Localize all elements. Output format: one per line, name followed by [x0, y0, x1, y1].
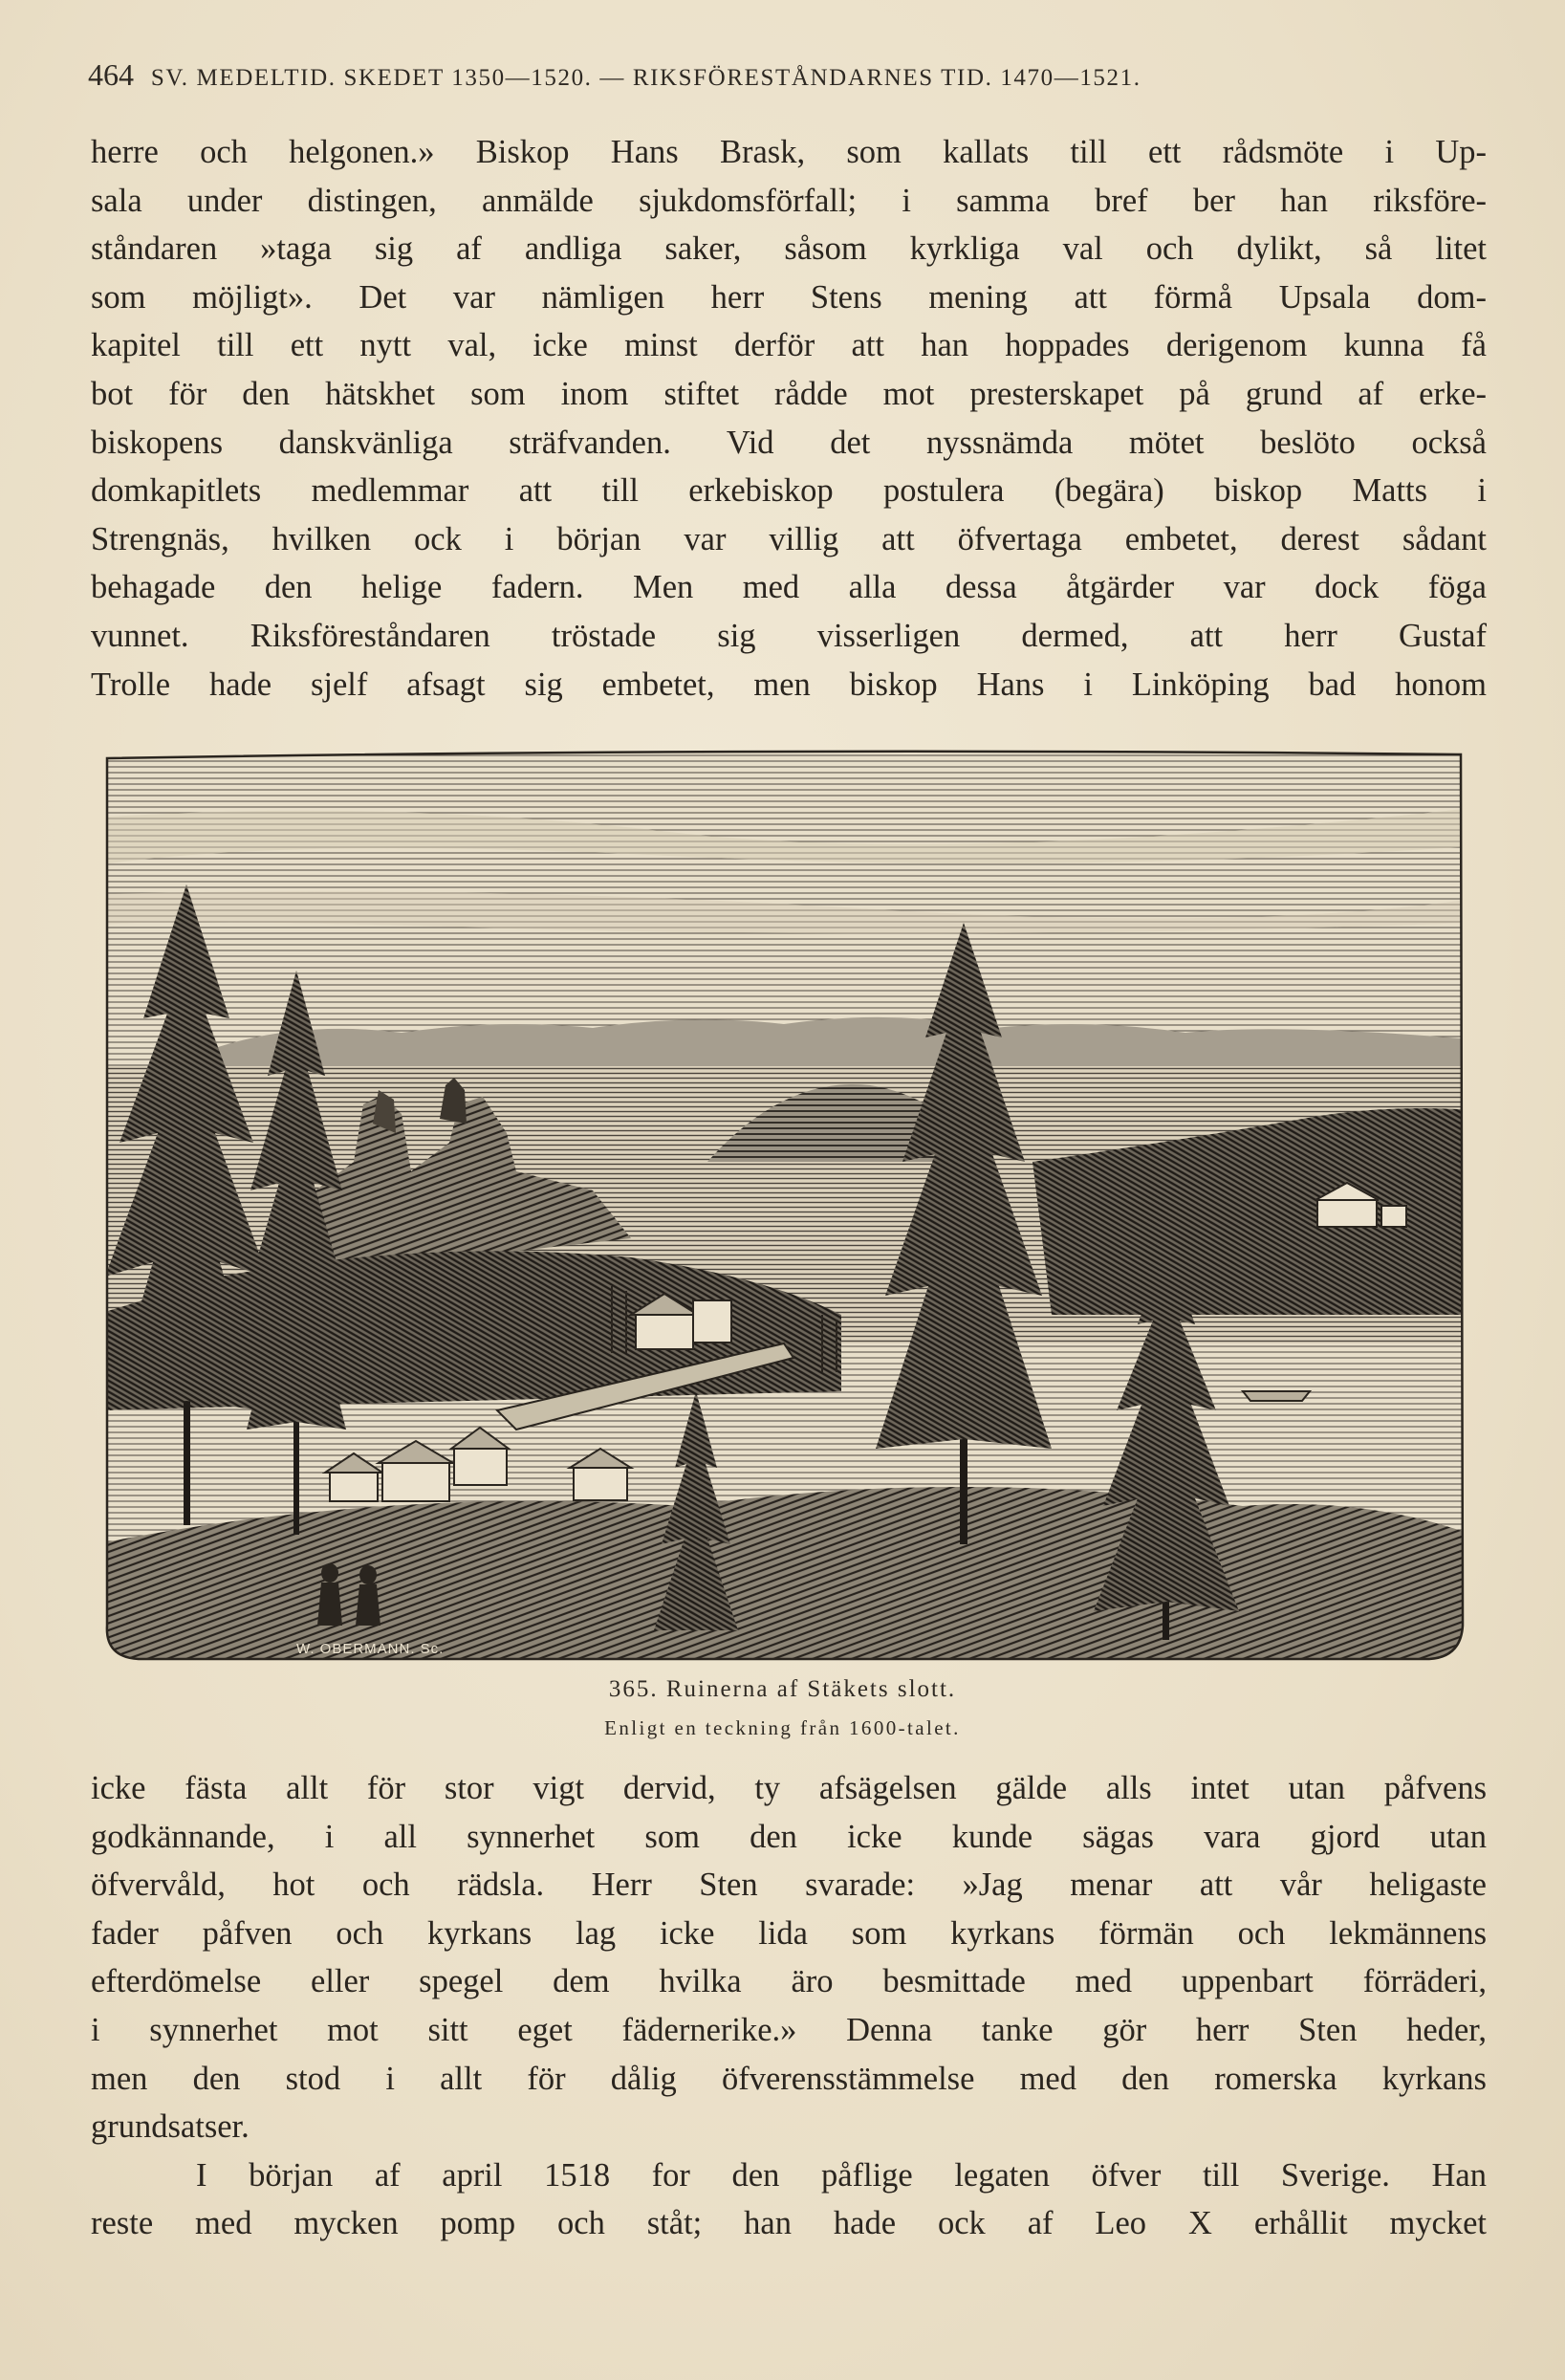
engraver-signature: W. OBERMANN. Sc. — [296, 1641, 445, 1657]
text-line: vunnet. Riksföreståndaren tröstade sig visserligen dermed, att herr Gustaf — [91, 617, 1487, 654]
figure-caption — [0, 1676, 1565, 1703]
page-number: 464 — [88, 57, 134, 92]
text-line: I början af april 1518 for den påflige legaten öfver till Sverige. Han — [196, 2156, 1487, 2194]
text-line: bot för den hätskhet som inom stiftet rådde mot presterskapet på grund af erke- — [91, 375, 1487, 412]
text-line: öfvervåld, hot och rädsla. Herr Sten svarade: »Jag menar att vår heligaste — [91, 1867, 1487, 1904]
text-line: domkapitlets medlemmar att till erkebiskop postulera (begära) biskop Matts i — [91, 472, 1487, 510]
paragraph-bottom — [91, 1764, 1487, 2248]
text-line: efterdömelse eller spegel dem hvilka äro besmittade med uppenbart förräderi, — [91, 1963, 1487, 2000]
text-line: kapitel till ett nytt val, icke minst derför att han hoppades derigenom kunna få — [91, 327, 1487, 364]
text-line: men den stod i allt för dålig öfverensstämmelse med den romerska kyrkans — [91, 2060, 1487, 2097]
text-line: i synnerhet mot sitt eget fädernerike.» Denna tanke gör herr Sten heder, — [91, 2011, 1487, 2048]
paragraph-top — [91, 128, 1487, 709]
text-line: icke fästa allt för stor vigt dervid, ty afsägelsen gälde alls intet utan påfvens — [91, 1770, 1487, 1806]
text-line: reste med mycken pomp och ståt; han hade ock af Leo X erhållit mycket — [91, 2205, 1487, 2242]
running-head — [88, 57, 1493, 93]
figure-subcaption: Enligt en teckning från 1600-talet. — [604, 1716, 961, 1739]
text-line: grundsatser. — [91, 2108, 250, 2146]
figure-title: Ruinerna af Stäkets slott. — [665, 1676, 957, 1702]
text-line: behagade den helige fadern. Men med alla dessa åtgärder var dock föga — [91, 569, 1487, 606]
text-line: Trolle hade sjelf afsagt sig embetet, men biskop Hans i Linköping bad honom — [91, 666, 1487, 703]
foreground-slope — [96, 1487, 1472, 1664]
text-line: sala under distingen, anmälde sjukdomsförfall; i samma bref ber han riksföre- — [91, 182, 1487, 219]
text-line: herre och helgonen.» Biskop Hans Brask, som kallats till ett rådsmöte i Up- — [91, 134, 1487, 170]
text-line: biskopens danskvänliga sträfvanden. Vid det nyssnämda mötet beslöto också — [91, 424, 1487, 461]
text-line: som möjligt». Det var nämligen herr Stens mening att förmå Upsala dom- — [91, 278, 1487, 316]
text-line: Strengnäs, hvilken ock i början var villig att öfvertaga embetet, derest sådant — [91, 520, 1487, 557]
text-line: godkännande, i all synnerhet som den icke kunde sägas vara gjord utan — [91, 1818, 1487, 1855]
figure-number: 365. — [608, 1676, 659, 1702]
engraving-illustration — [96, 741, 1472, 1664]
text-line: ståndaren »taga sig af andliga saker, såsom kyrkliga val och dylikt, så litet — [91, 230, 1487, 268]
text-line: fader påfven och kyrkans lag icke lida som kyrkans förmän och lekmännens — [91, 1914, 1487, 1952]
running-head-title: SV. MEDELTID. SKEDET 1350—1520. — RIKSFÖRESTÅNDARNES TID. 1470—1521. — [150, 65, 1141, 91]
